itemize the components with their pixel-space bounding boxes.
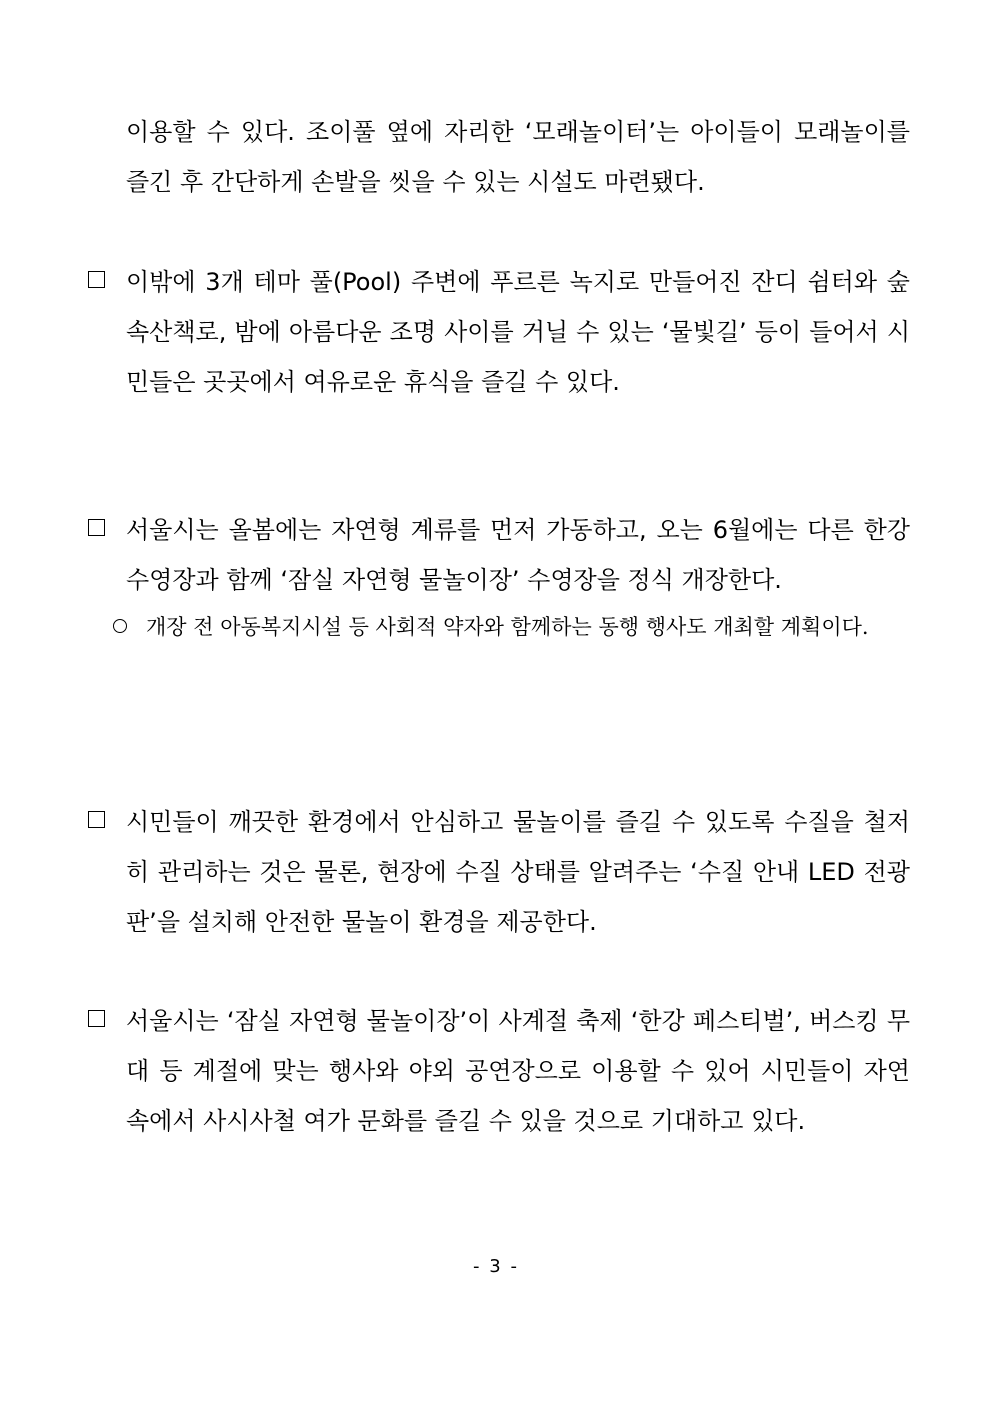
paragraph-opening-plan (88, 505, 910, 649)
paragraph-text: 이용할 수 있다. 조이풀 옆에 자리한 ‘모래놀이터’는 아이들이 모래놀이를 즐긴 후 간단하게 손발을 씻을 수 있는 시설도 마련됐다. (126, 118, 910, 196)
paragraph-continuation (88, 107, 910, 207)
sub-item-companion-event (88, 605, 910, 649)
square-bullet-icon (88, 519, 105, 536)
square-bullet-icon (88, 811, 105, 828)
page-number: - 3 - (473, 1256, 519, 1277)
paragraph-text: 시민들이 깨끗한 환경에서 안심하고 물놀이를 즐길 수 있도록 수질을 철저히 관리하는 것은 물론, 현장에 수질 상태를 알려주는 ‘수질 안내 LED 전광판’을 설치해 안전한 물놀이 환경을 제공한다. (126, 808, 910, 936)
square-bullet-icon (88, 1010, 105, 1027)
square-bullet-icon (88, 271, 105, 288)
sub-item-text: 개장 전 아동복지시설 등 사회적 약자와 함께하는 동행 행사도 개최할 계획이다. (146, 615, 869, 639)
paragraph-green-rest-areas (88, 257, 910, 407)
paragraph-text: 서울시는 ‘잠실 자연형 물놀이장’이 사계절 축제 ‘한강 페스티벌’, 버스킹 무대 등 계절에 맞는 행사와 야외 공연장으로 이용할 수 있어 시민들이 자연 속에서 사시사철 여가 문화를 즐길 수 있을 것으로 기대하고 있다. (126, 1007, 910, 1135)
paragraph-water-quality (88, 797, 910, 947)
paragraph-expectation (88, 996, 910, 1146)
paragraph-text: 이밖에 3개 테마 풀(Pool) 주변에 푸르른 녹지로 만들어진 잔디 쉼터와 숲속산책로, 밤에 아름다운 조명 사이를 거닐 수 있는 ‘물빛길’ 등이 들어서 시민들은 곳곳에서 여유로운 휴식을 즐길 수 있다. (126, 268, 910, 396)
circle-bullet-icon (113, 619, 127, 633)
paragraph-text: 서울시는 올봄에는 자연형 계류를 먼저 가동하고, 오는 6월에는 다른 한강 수영장과 함께 ‘잠실 자연형 물놀이장’ 수영장을 정식 개장한다. (126, 516, 910, 594)
